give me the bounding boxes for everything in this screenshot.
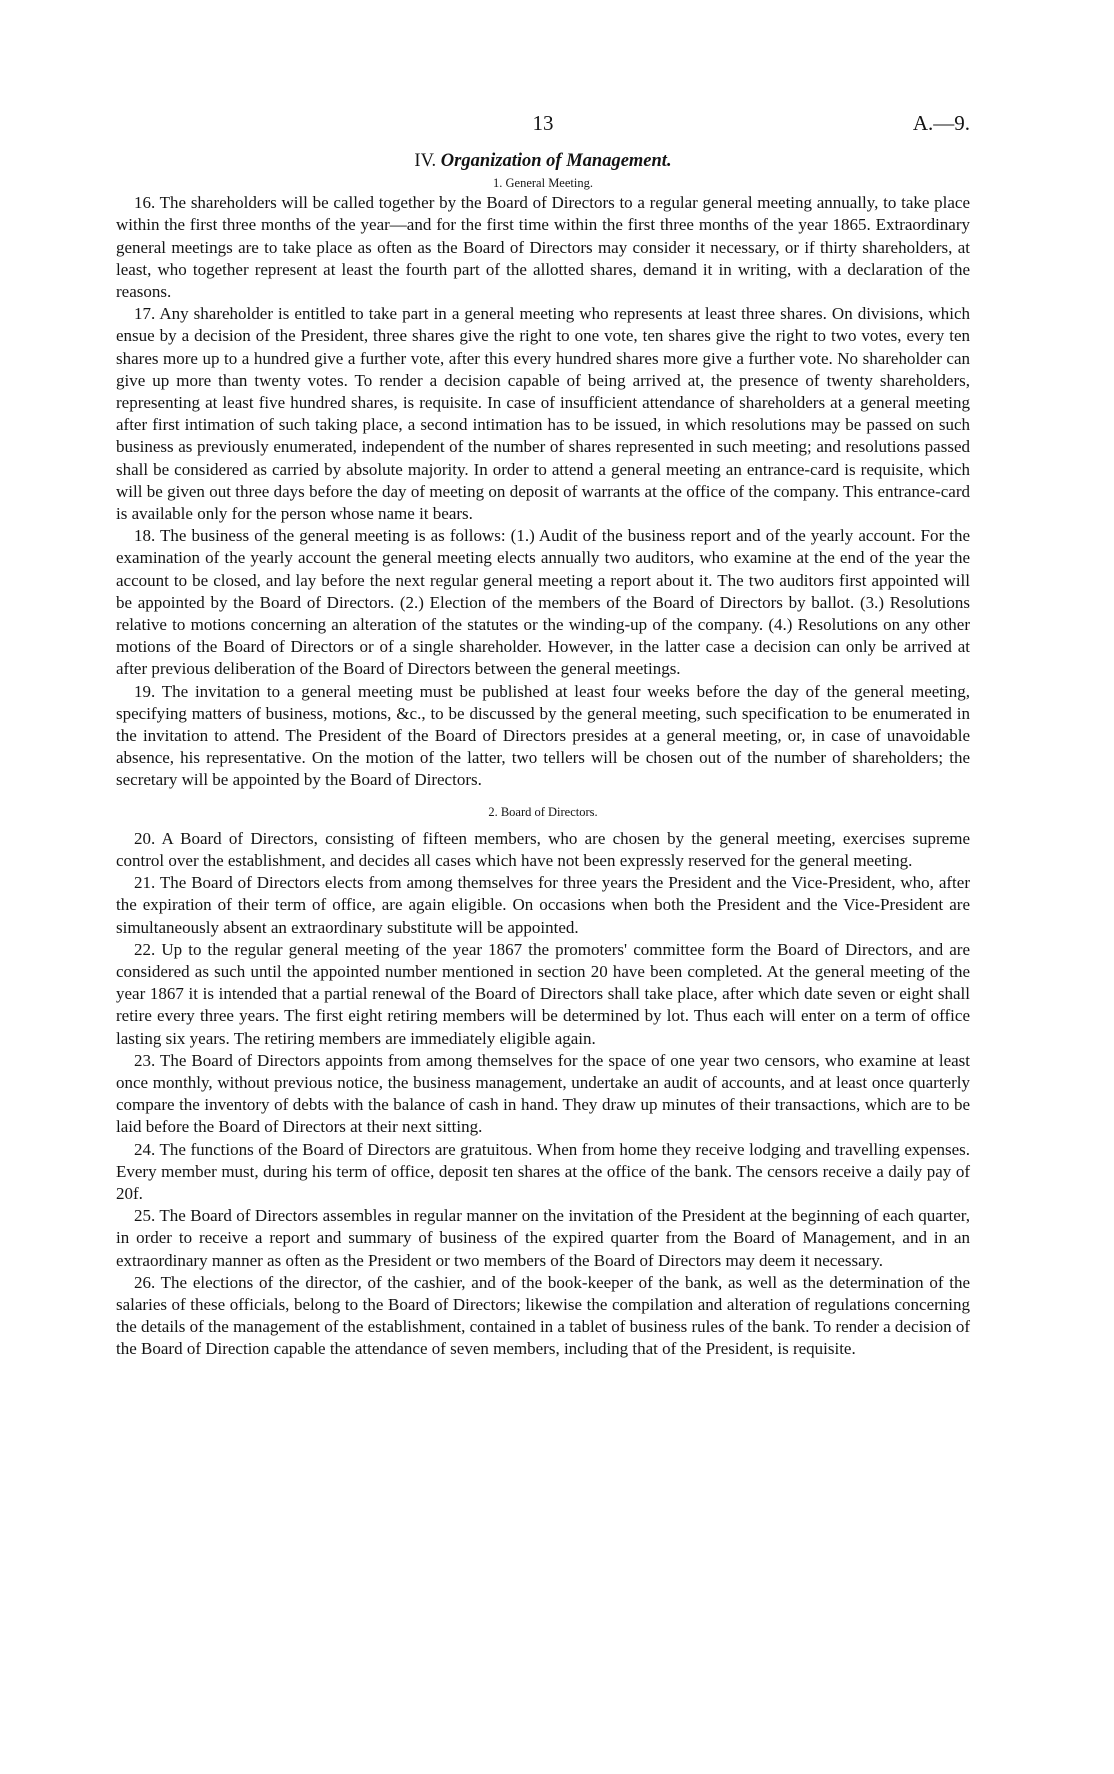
paragraph-20: 20. A Board of Directors, consisting of fifteen members, who are chosen by the general meeting, exercises supreme control over the establishment, and decides all cases which have not been expressly reserved for the general meeting. [116, 828, 970, 870]
paragraph-23: 23. The Board of Directors appoints from among themselves for the space of one year two censors, who examine at least once monthly, without previous notice, the business management, undertake an audit of accounts, and at least once quarterly compare the inventory of debts with the balance of cash in hand. They draw up minutes of their transactions, which are to be laid before the Board of Directors at their next sitting. [116, 1050, 970, 1137]
paragraph-22: 22. Up to the regular general meeting of the year 1867 the promoters' committee form the Board of Directors, and are considered as such until the appointed number mentioned in section 20 have been completed. At the general meeting of the year 1867 it is intended that a partial renewal of the Board of Directors shall take place, after which date seven or eight shall retire every three years. The first eight retiring members will be determined by lot. Thus each will enter on a term of office lasting six years. The retiring members are immediately eligible again. [116, 939, 970, 1048]
subsection-heading-general-meeting: 1. General Meeting. [493, 176, 593, 191]
section-title-text: Organization of Management. [440, 151, 672, 171]
paragraph-17: 17. Any shareholder is entitled to take part in a general meeting who represents at least three shares. On divisions, which ensue by a decision of the President, three shares give the right to one vote, ten shares give the right to two votes, every ten shares more up to a hundred give a further vote, after this every hundred shares more give a further vote. No shareholder can give up more than twenty votes. To render a decision capable of being arrived at, the presence of twenty shareholders, representing at least five hundred shares, is requisite. In case of insufficient attendance of shareholders at a general meeting after first intimation of such taking place, a second intimation has to be issued, in which resolutions may be passed on such business as previously enumerated, independent of the number of shares represented in such meeting; and resolutions passed shall be considered as carried by absolute majority. In order to attend a general meeting an entrance-card is requisite, which will be given out three days before the day of meeting on deposit of warrants at the office of the company. This entrance-card is available only for the person whose name it bears. [116, 304, 970, 524]
paragraph-19: 19. The invitation to a general meeting must be published at least four weeks before the day of the general meeting, specifying matters of business, motions, &c., to be discussed by the general meeting, such specification to be enumerated in the invitation to attend. The President of the Board of Directors presides at a general meeting, or, in case of unavoidable absence, his representative. On the motion of the latter, two tellers will be chosen out of the number of shareholders; the secretary will be appointed by the Board of Directors. [116, 681, 970, 790]
document-code: A.—9. [912, 111, 970, 135]
section-roman-numeral: IV. [414, 151, 437, 171]
page-header [116, 112, 970, 150]
paragraph-21: 21. The Board of Directors elects from among themselves for three years the President and the Vice-President, who, after the expiration of their term of office, are again eligible. On occasions when both the President and the Vice-President are simultaneously absent an extraordinary substitute will be appointed. [116, 873, 970, 937]
paragraph-16: 16. The shareholders will be called together by the Board of Directors to a regular general meeting annually, to take place within the first three months of the year—and for the first time within the first three months of the year 1865. Extraordinary general meetings are to take place as often as the Board of Directors may consider it necessary, or if thirty shareholders, at least, who together represent at least the fourth part of the allotted shares, demand it in writing, with a declaration of the reasons. [116, 193, 970, 302]
subsection-heading-board-of-directors: 2. Board of Directors. [488, 804, 598, 819]
section-title [116, 150, 970, 172]
page-number: 13 [532, 111, 554, 135]
paragraph-26: 26. The elections of the director, of the cashier, and of the book-keeper of the bank, as well as the determination of the salaries of these officials, belong to the Board of Directors; likewise the compilation and alteration of regulations concerning the details of the management of the establishment, contained in a tablet of business rules of the bank. To render a decision of the Board of Direction capable the attendance of seven members, including that of the President, is requisite. [116, 1272, 970, 1359]
paragraph-24: 24. The functions of the Board of Directors are gratuitous. When from home they receive lodging and travelling expenses. Every member must, during his term of office, deposit ten shares at the office of the bank. The censors receive a daily pay of 20f. [116, 1139, 970, 1203]
paragraph-25: 25. The Board of Directors assembles in regular manner on the invitation of the President at the beginning of each quarter, in order to receive a report and summary of business of the expired quarter from the Board of Management, and in an extraordinary manner as often as the President or two members of the Board of Directors may deem it necessary. [116, 1206, 970, 1270]
paragraph-18: 18. The business of the general meeting is as follows: (1.) Audit of the business report and of the yearly account. For the examination of the yearly account the general meeting elects annually two auditors, who examine at the end of the year the account to be closed, and lay before the next regular general meeting a report about it. The two auditors first appointed will be appointed by the Board of Directors. (2.) Election of the members of the Board of Directors by ballot. (3.) Resolutions relative to motions concerning an alteration of the statutes or the winding-up of the company. (4.) Resolutions on any other motions of the Board of Directors or of a single shareholder. However, in the latter case a decision can only be arrived at after previous deliberation of the Board of Directors between the general meetings. [116, 526, 970, 679]
